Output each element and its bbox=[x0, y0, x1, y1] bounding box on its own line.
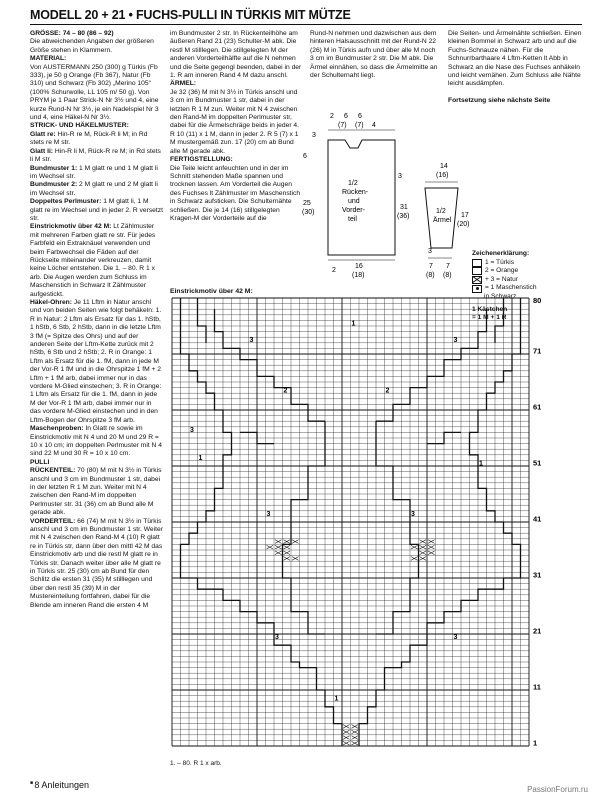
color-label: 3 bbox=[190, 426, 194, 434]
legend-text-1: 1 = Türkis bbox=[485, 258, 515, 266]
watermark: PassionForum.ru bbox=[527, 785, 588, 794]
sleeve-b7b: 7 bbox=[446, 263, 450, 270]
dim-body-31: 31 bbox=[400, 204, 408, 211]
col1-heading: Maschenproben: bbox=[30, 425, 84, 433]
sleeve-20: (20) bbox=[457, 221, 470, 228]
row-label: 51 bbox=[533, 458, 542, 468]
sleeve-14: 14 bbox=[440, 163, 448, 170]
col1-text: 2 M glatt re und 2 M glatt li im Wechsel str. bbox=[30, 181, 158, 197]
col1-heading: Glatt re: bbox=[30, 130, 56, 138]
color-label: 3 bbox=[453, 337, 458, 345]
row-label: 80 bbox=[533, 296, 542, 305]
legend-title: Zeichenerklärung: bbox=[472, 250, 530, 257]
col1-heading: VORDERTEIL: bbox=[30, 517, 76, 525]
col1-heading: PULLI bbox=[30, 458, 50, 466]
chart-grid bbox=[172, 298, 529, 746]
col1-heading: Bundmuster 2: bbox=[30, 181, 78, 189]
col1-text: 70 (80) M mit N 3½ in Türkis anschl und 3 cm im Bundmuster 1 str, dabei in der letzten R 1 M zun. Weiter mit N 4 zwischen den Rand-M im doppelten Perlmuster str. 31 (36) cm ab Bund alle M gerade abk. bbox=[30, 467, 162, 517]
col1-text: Hin-R re M, Rück-R li M; in Rd stets re M str. bbox=[30, 130, 148, 147]
dim-side-3: 3 bbox=[312, 132, 316, 139]
legend-text-2: 2 = Orange bbox=[485, 267, 519, 275]
col1-heading: GRÖSSE: 74 – 80 (86 – 92) bbox=[30, 30, 114, 37]
sleeve-3: 3 bbox=[428, 248, 432, 255]
color-label: 1 bbox=[334, 695, 339, 703]
continued-note: Fortsetzung siehe nächste Seite bbox=[448, 96, 551, 104]
row-label: 1 bbox=[533, 738, 538, 748]
col1-text: 1 M glatt li, 1 M glatt re im Wechsel und in jeder 2. R versetzt str. bbox=[30, 198, 163, 222]
row-labels bbox=[533, 296, 541, 747]
col2-text: Die Teile leicht anfeuchten und in der im Schnitt stehenden Maße spannen und trocknen lassen. Am Vorderteil die Augen des Fuchses lt Zählmuster im Maschenstich in Schwarz aufsticken. Die Schulternähte schließen. Die je 14 (16) stillgelegten Kragen-M der Vorderteile auf die bbox=[170, 164, 301, 222]
col1-text: 66 (74) M mit N 3½ in Türkis anschl und 3 cm im Bundmuster 1 str. Weiter mit N 4 zwischen den Rand-M 4 (10) R glatt re in Türkis str, dann über den mittl 42 M das Einstrickmotiv arb und die restl M glatt re in Türkis str. Danach weiter über alle M glatt re in Türkis str. 25 (30) cm ab Bund für den Schlitz die ersten 31 (35) M stilllegen und über den restl 35 (39) M in der Mustereinteilung fortfahren, dabei für die Blende am inneren Rand die ersten 4 M bbox=[30, 517, 163, 609]
row-label: 71 bbox=[533, 346, 542, 356]
color-label: 3 bbox=[249, 337, 254, 345]
sleeve-text-2: Ärmel bbox=[433, 217, 452, 224]
row-label: 21 bbox=[533, 626, 542, 636]
col1-text: 1 M glatt re und 1 M glatt li im Wechsel str. bbox=[30, 164, 158, 180]
color-label: 1 bbox=[479, 460, 483, 468]
color-label: 3 bbox=[275, 634, 279, 641]
color-label: 2 bbox=[283, 387, 288, 395]
col1-heading: MATERIAL: bbox=[30, 55, 67, 63]
body-text-4: Vorder- bbox=[342, 207, 365, 214]
column-4 bbox=[448, 30, 583, 105]
legend-row-2 bbox=[472, 267, 587, 276]
col1-text: Die abweichenden Angaben der größeren Größe stehen in Klammern. bbox=[30, 38, 154, 54]
legend-box-dot-icon bbox=[472, 285, 482, 293]
color-label: 1 bbox=[198, 454, 203, 462]
chart-title: Einstrickmotiv über 42 M: bbox=[170, 288, 253, 295]
col2-section bbox=[170, 80, 302, 156]
dim-body-36: (36) bbox=[397, 213, 410, 220]
col1-section bbox=[30, 425, 163, 459]
sleeve-17: 17 bbox=[461, 212, 469, 219]
col1-heading: STRICK- UND HÄKELMUSTER: bbox=[30, 122, 129, 130]
dim-side-6: 6 bbox=[303, 153, 307, 160]
legend-text-5: 1 Kästchen bbox=[472, 305, 508, 313]
col1-text: Hin-R li M, Rück-R re M; in Rd stets li M str. bbox=[30, 147, 161, 164]
legend-text-3: + 3 = Natur bbox=[485, 275, 518, 283]
dim-bottom-18: (18) bbox=[352, 272, 365, 279]
dim-top-6: 6 bbox=[344, 113, 348, 120]
sleeve-b7a: 7 bbox=[429, 263, 433, 270]
col1-section bbox=[30, 148, 163, 165]
row-label: 61 bbox=[533, 402, 542, 412]
col1-heading: Glatt li: bbox=[30, 147, 54, 155]
col2-section bbox=[170, 156, 302, 223]
col1-section bbox=[30, 131, 163, 148]
dim-side-25: 25 bbox=[303, 200, 311, 207]
col1-section bbox=[30, 223, 163, 299]
color-label: 3 bbox=[411, 510, 415, 518]
footer-mark: ■ bbox=[30, 780, 35, 786]
legend-text-6: = 1 M + 1 R bbox=[472, 314, 507, 322]
dim-top-7a: (7) bbox=[338, 122, 347, 129]
chart-note: 1. – 80. R 1 x arb. bbox=[170, 760, 222, 767]
col1-section bbox=[30, 299, 163, 425]
col1-heading: Doppeltes Perlmuster: bbox=[30, 198, 102, 206]
color-label: 2 bbox=[385, 387, 390, 395]
body-text-3: und bbox=[348, 198, 360, 205]
col1-text: Lt Zählmuster mit mehreren Farben glatt re str. Für jedes Farbfeld ein Extraknäuel verwenden und beim Farbwechsel die Fäden auf der Rückseite miteinander verkreuzen, damit keine Löcher entstehen. Die 1. – 80. R 1 x arb. Die Augen werden zum Schluss im Maschenstich in Schwarz lt Zählmuster aufgestickt. bbox=[30, 223, 156, 298]
col2-sections bbox=[170, 80, 302, 223]
title-rule bbox=[30, 24, 582, 25]
dim-top-7b: (7) bbox=[355, 122, 364, 129]
col1-section bbox=[30, 459, 163, 467]
dim-tri-3: 3 bbox=[398, 173, 402, 180]
col1-section bbox=[30, 181, 163, 198]
page-footer bbox=[30, 780, 89, 790]
col1-heading: Bundmuster 1: bbox=[30, 164, 78, 172]
sleeve-text-1: 1/2 bbox=[436, 208, 446, 215]
color-label: 3 bbox=[266, 510, 271, 518]
dim-top-4: 4 bbox=[372, 122, 376, 129]
col1-text: Von AUSTERMANN 250 (300) g Türkis (Fb 333), je 50 g Orange (Fb 367), Natur (Fb 310) und Schwarz (Fb 302) „Merino 105“ (100% Schurwolle, LL 105 m/ 50 g). Von PRYM je 1 Paar Strick-N Nr 3½ und 4, eine kurze Rund-N Nr 3½, je ein Nadelspiel Nr 3 und 4, eine Häkel-N Nr 3½. bbox=[30, 63, 159, 122]
legend-text-4: = 1 Maschenstich bbox=[485, 284, 537, 292]
body-text-2: Rücken- bbox=[342, 189, 369, 196]
col1-text: In Glatt re sowie im Einstrickmotiv mit N 4 und 20 M und 29 R = 10 x 10 cm; im doppelten Perlmuster mit N 4 sind 22 M und 30 R = 10 x 10 cm. bbox=[30, 425, 162, 458]
col1-section bbox=[30, 165, 163, 182]
col1-text: Je 11 Lftm in Natur anschl und von beiden Seiten wie folgt behäkeln: 1. R in Natur: 2 Lftm als Ersatz für das 1. hStb, 1 hStb, 6 Stb, 2 hStb, dann in die letzte Lftm 3 fM (= Spitze des Ohrs) und auf der anderen Seite der Lftm-Kette zurück mit 2 hStb, 6 Stb und 2 hStb; 2. R in Orange: 1 Lftm als Ersatz für die 1. fM, dann in jede M der Vor-R 1 fM und in die Ohrspitze 1 fM + 2 Lftm + 1 fM arb, dabei immer nur in das vordere M-Glied einstechen; 3. R in Orange: 1 Lftm als Ersatz für die 1. fM, dann in jede M der Vor-R 1 fM arb, dabei immer nur in das vordere M-Glied einstechen und in den Lftm-Bogen der Ohrspitze 3 fM arb. bbox=[30, 299, 162, 424]
color-label: 3 bbox=[453, 634, 458, 641]
sleeve-b8b: (8) bbox=[443, 272, 452, 279]
col2-heading: FERTIGSTELLUNG: bbox=[170, 156, 233, 164]
knitting-chart bbox=[170, 296, 570, 758]
body-text-1: 1/2 bbox=[348, 180, 358, 187]
legend-row-1 bbox=[472, 259, 587, 268]
col1-section bbox=[30, 467, 163, 517]
footer-text: 8 Anleitungen bbox=[34, 780, 89, 790]
col1-section bbox=[30, 55, 163, 122]
col1-section bbox=[30, 122, 163, 130]
col2-text: Je 32 (36) M mit N 3½ in Türkis anschl und 3 cm im Bundmuster 1 str, dabei in der letzten R 1 M zun. Weiter mit N 4 zwischen den Rand-M im doppelten Perlmuster str, dabei für die Ärmelschräge beids in jeder 4. R 10 (11) x 1 M, dann in jeder 2. R 5 (7) x 1 M mustergemäß zun. 17 (20) cm ab Bund alle M gerade abk. bbox=[170, 88, 299, 155]
sleeve-16: (16) bbox=[436, 172, 449, 179]
col4-text: Die Seiten- und Ärmelnähte schließen. Einen kleinen Bommel in Schwarz arb und auf die Fuchs-Schnauze nähen. Für die Schnurrbarthaare 4 Lftm-Ketten lt Abb in Schwarz an die Nase des Fuchses anhäkeln und leicht vernähen. Zum Schluss alle Nähte leicht ausdämpfen. bbox=[448, 30, 582, 88]
row-label: 11 bbox=[533, 682, 541, 692]
col1-heading: RÜCKENTEIL: bbox=[30, 467, 76, 475]
row-label: 41 bbox=[533, 514, 542, 524]
legend-row-4 bbox=[472, 284, 587, 293]
col1-section bbox=[30, 30, 163, 55]
dim-bottom-16: 16 bbox=[355, 263, 363, 270]
col3-text: Rund-N nehmen und dazwischen aus dem hinteren Halsausschnitt mit der Rund-N 22 (26) M in Türkis aufn und über alle M noch 3 cm im Bundmuster 2 str. Die M abk. Die Ärmel einnähen, so dass die Ärmelmitte an der Schulternaht liegt. bbox=[310, 30, 438, 80]
dim-bottom-2: 2 bbox=[332, 267, 336, 274]
col1-heading: Häkel-Ohren: bbox=[30, 299, 72, 306]
schematic-diagram bbox=[300, 110, 470, 280]
legend-row-3 bbox=[472, 276, 587, 285]
legend-box-blank bbox=[472, 259, 482, 267]
legend-box-cross-icon bbox=[472, 276, 482, 284]
dim-side-30: (30) bbox=[302, 209, 315, 216]
legend-text-4b: in Schwarz bbox=[484, 292, 517, 300]
body-text-5: teil bbox=[348, 216, 357, 223]
dim-top-6b: 6 bbox=[358, 113, 362, 120]
dim-top-2: 2 bbox=[330, 113, 334, 120]
page-title: MODELL 20 + 21 • FUCHS-PULLI IN TÜRKIS MIT MÜTZE bbox=[30, 8, 351, 22]
color-label: 1 bbox=[351, 320, 356, 328]
sleeve-b8a: (8) bbox=[426, 272, 435, 279]
col1-heading: Einstrickmotiv über 42 M: bbox=[30, 223, 112, 231]
col2-heading: ÄRMEL: bbox=[170, 80, 197, 88]
legend-box-blank-2 bbox=[472, 267, 482, 275]
col1-section bbox=[30, 198, 163, 223]
col2-intro: im Bundmuster 2 str. In Rückenteilhöhe am äußeren Rand 21 (23) Schulter-M abk. Die restl M stilllegen. Die stillgelegten M der anderen Vorderteilhälfte auf die N nehmen und die Seite gegengl beenden, dabei in der 1. R am inneren Rand 4 M dazu anschl. bbox=[170, 30, 302, 80]
col1-section bbox=[30, 518, 163, 610]
column-1 bbox=[30, 30, 163, 610]
column-2 bbox=[170, 30, 302, 223]
row-label: 31 bbox=[533, 570, 542, 580]
column-3 bbox=[310, 30, 440, 80]
